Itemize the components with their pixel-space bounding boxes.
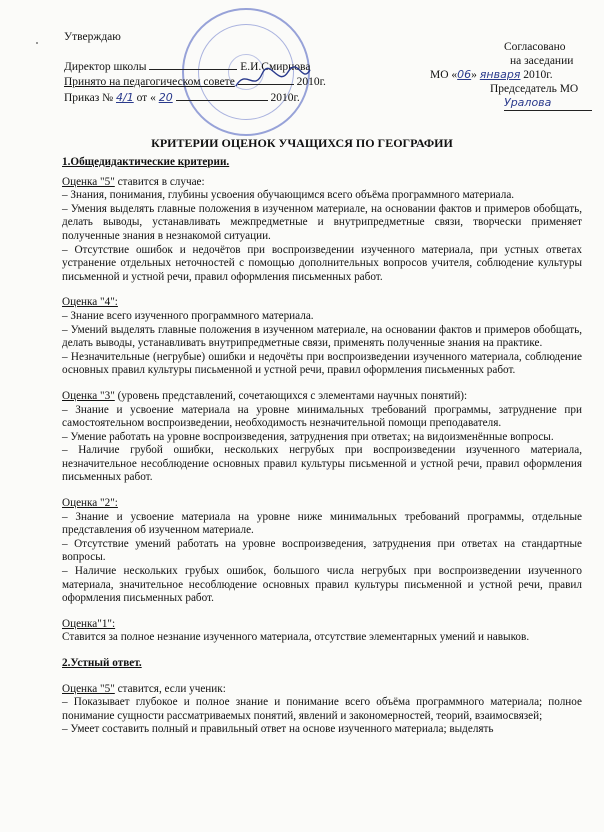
oral-5-heading: Оценка "5" ставится, если ученик: <box>62 682 226 695</box>
mo-date-line: МО «06» января 2010г. <box>430 68 553 81</box>
chairman-label: Председатель МО <box>490 83 579 95</box>
section-heading-1: 1.Общедидактические критерии. <box>62 156 230 168</box>
grade-3-item: – Знание и усвоение материала на уровне минимальных требований программы, затруднение при самостоятельном воспроизведении, необходимость незначительной помощи преподавателя. <box>62 403 582 430</box>
grade-4-item: – Знание всего изученного программного материала. <box>62 309 314 322</box>
order-number: 4/1 <box>116 90 134 104</box>
grade-2-heading: Оценка "2": <box>62 497 118 510</box>
director-name: Е.И.Смирнова <box>240 60 311 73</box>
grade-2-item: – Отсутствие умений работать на уровне воспроизведения, затруднения при ответах на стандартные вопросы. <box>62 537 582 564</box>
approval-block <box>64 30 384 105</box>
document-title: КРИТЕРИИ ОЦЕНОК УЧАЩИХСЯ ПО ГЕОГРАФИИ <box>151 136 453 150</box>
grade-4-item: – Незначительные (негрубые) ошибки и недочёты при воспроизведении изученного материала, соблюдение основных правил культуры письменной и устной речи, правил оформления письменных работ. <box>62 350 582 377</box>
grade-1-heading: Оценка"1": <box>62 617 116 630</box>
director-line: Директор школы Е.И.Смирнова <box>64 60 311 73</box>
scan-speck <box>36 42 38 44</box>
grade-5-item: – Отсутствие ошибок и недочётов при воспроизведении изученного материала, при устных ответах устранение отдельных неточностей с помощью дополнительных вопросов учителя, соблюдение культуры письменной и устной речи, правил оформления письменных работ. <box>62 243 582 283</box>
agreed-label: Согласовано <box>504 41 566 53</box>
meeting-label: на заседании <box>510 55 574 67</box>
grade-3-heading: Оценка "3" (уровень представлений, сочетающихся с элементами научных понятий): <box>62 389 468 402</box>
accepted-line: Принято на педагогическом совете 2010г. <box>64 76 326 88</box>
section-heading-2: 2.Устный ответ. <box>62 657 142 669</box>
approve-label: Утверждаю <box>64 31 121 43</box>
grade-3-item: – Наличие грубой ошибки, нескольких негрубых при воспроизведении изученного материала, незначительное несоблюдение основных правил культуры письменной и устной речи, правил оформления письменных работ. <box>62 444 582 484</box>
grade-2-item: – Знание и усвоение материала на уровне ниже минимальных требований программы, отдельные представления об изученном материале. <box>62 510 582 537</box>
grade-2-item: – Наличие нескольких грубых ошибок, большого числа негрубых при воспроизведении изученного материала, значительное несоблюдение основных правил культуры письменной и устной речи, правил оформления письменных работ. <box>62 565 582 605</box>
grade-4-heading: Оценка "4": <box>62 296 118 309</box>
grade-5-item: – Умения выделять главные положения в изученном материале, на основании фактов и примеров обобщать, делать выводы, устанавливать межпредметные и внутрипредметные связи, творчески применяет полученные знания в незнакомой ситуации. <box>62 202 582 242</box>
oral-5-item: – Умеет составить полный и правильный ответ на основе изученного материала; выделять <box>62 723 494 736</box>
order-line: Приказ № 4/1 от « 20 2010г. <box>64 90 300 104</box>
oral-5-item: – Показывает глубокое и полное знание и понимание всего объёма программного материала; полное понимание сущности рассматриваемых понятий, явлений и закономерностей, теорий, взаимосвязей; <box>62 696 582 722</box>
chairman-signature: Уралова <box>504 96 592 111</box>
agreement-block <box>430 40 595 111</box>
grade-3-item: – Умение работать на уровне воспроизведения, затруднения при ответах; на видоизменённые вопросы. <box>62 430 554 443</box>
grade-1-text: Ставится за полное незнание изученного материала, отсутствие элементарных умений и навыков. <box>62 631 530 644</box>
document-body <box>62 156 582 737</box>
grade-5-item: – Знания, понимания, глубины усвоения обучающимся всего объёма программного материала. <box>62 189 515 202</box>
grade-5-heading: Оценка "5" ставится в случае: <box>62 175 205 188</box>
order-date: 20 <box>158 90 173 104</box>
grade-4-item: – Умений выделять главные положения в изученном материале, на основании фактов и примеров обобщать, делать выводы, устанавливать внутрипредметные связи, применять полученные знания на практике. <box>62 323 582 350</box>
